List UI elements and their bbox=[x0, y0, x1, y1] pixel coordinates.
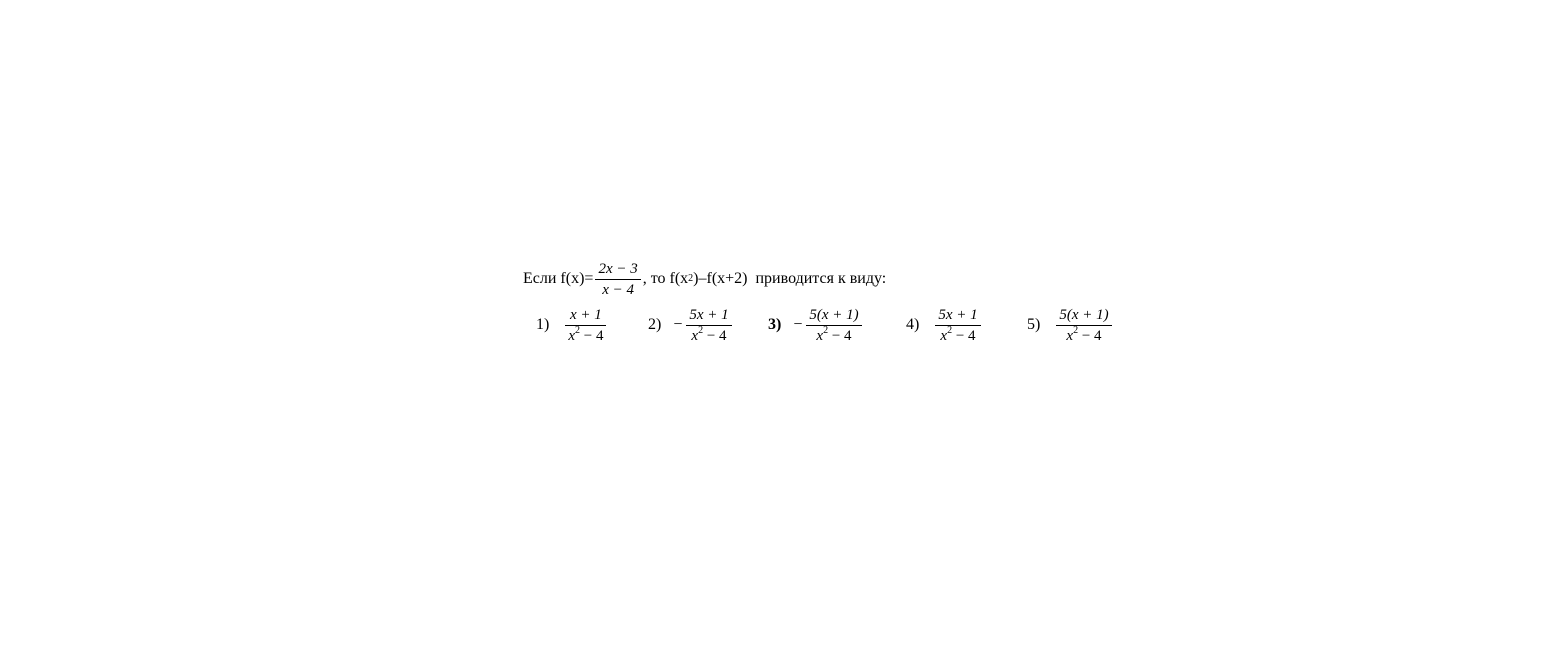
option-sign: − bbox=[673, 316, 683, 333]
option-denominator-rest: − 4 bbox=[580, 327, 604, 344]
question-fraction-numerator: 2x − 3 bbox=[598, 260, 638, 277]
option-label: 5) bbox=[1027, 316, 1041, 333]
option-label: 4) bbox=[906, 316, 920, 333]
option-denominator-exp: 2 bbox=[1073, 324, 1079, 336]
option-numerator: 5x + 1 bbox=[689, 306, 729, 323]
option-fraction bbox=[565, 305, 606, 346]
option-denominator-rest: − 4 bbox=[703, 327, 727, 344]
answer-option-5[interactable] bbox=[1027, 304, 1114, 346]
option-label: 1) bbox=[536, 316, 550, 333]
answer-option-2[interactable] bbox=[648, 304, 734, 346]
option-fraction bbox=[1056, 305, 1111, 346]
answer-option-4[interactable] bbox=[906, 304, 983, 346]
question-fraction-denominator: x − 4 bbox=[602, 281, 634, 298]
option-denominator-rest: − 4 bbox=[1078, 327, 1102, 344]
option-label: 2) bbox=[648, 316, 662, 333]
question-fraction bbox=[595, 259, 640, 300]
option-fraction bbox=[806, 305, 861, 346]
option-fraction bbox=[686, 305, 731, 346]
option-denominator-rest: − 4 bbox=[952, 327, 976, 344]
option-label: 3) bbox=[768, 316, 782, 333]
option-denominator-exp: 2 bbox=[823, 324, 829, 336]
question-suffix: )–f(x+2) приводится к виду: bbox=[693, 270, 887, 287]
answer-option-1[interactable] bbox=[536, 304, 608, 346]
option-denominator-base: x bbox=[1066, 327, 1074, 344]
option-denominator-base: x bbox=[816, 327, 824, 344]
option-denominator-rest: − 4 bbox=[828, 327, 852, 344]
option-denominator-base: x bbox=[568, 327, 575, 344]
option-denominator-base: x bbox=[940, 327, 948, 344]
question-prefix: Если f(x)= bbox=[523, 270, 594, 287]
option-denominator-exp: 2 bbox=[698, 324, 704, 336]
option-sign: − bbox=[793, 316, 803, 333]
option-numerator: 5(x + 1) bbox=[1059, 306, 1109, 323]
option-numerator: x + 1 bbox=[570, 306, 602, 323]
option-denominator-exp: 2 bbox=[947, 324, 953, 336]
option-fraction bbox=[935, 305, 980, 346]
question-line: Если f(x)= $\frac{2x - 3}{x - 4}$ , то f(x 2 )–f(x+2) приводится к виду: bbox=[523, 260, 887, 298]
option-numerator: 5(x + 1) bbox=[809, 306, 859, 323]
option-denominator-base: x bbox=[691, 327, 699, 344]
option-denominator-exp: 2 bbox=[575, 324, 580, 336]
option-numerator: 5x + 1 bbox=[938, 306, 978, 323]
question-middle: , то f(x bbox=[642, 270, 689, 287]
answer-option-3[interactable] bbox=[768, 304, 864, 346]
